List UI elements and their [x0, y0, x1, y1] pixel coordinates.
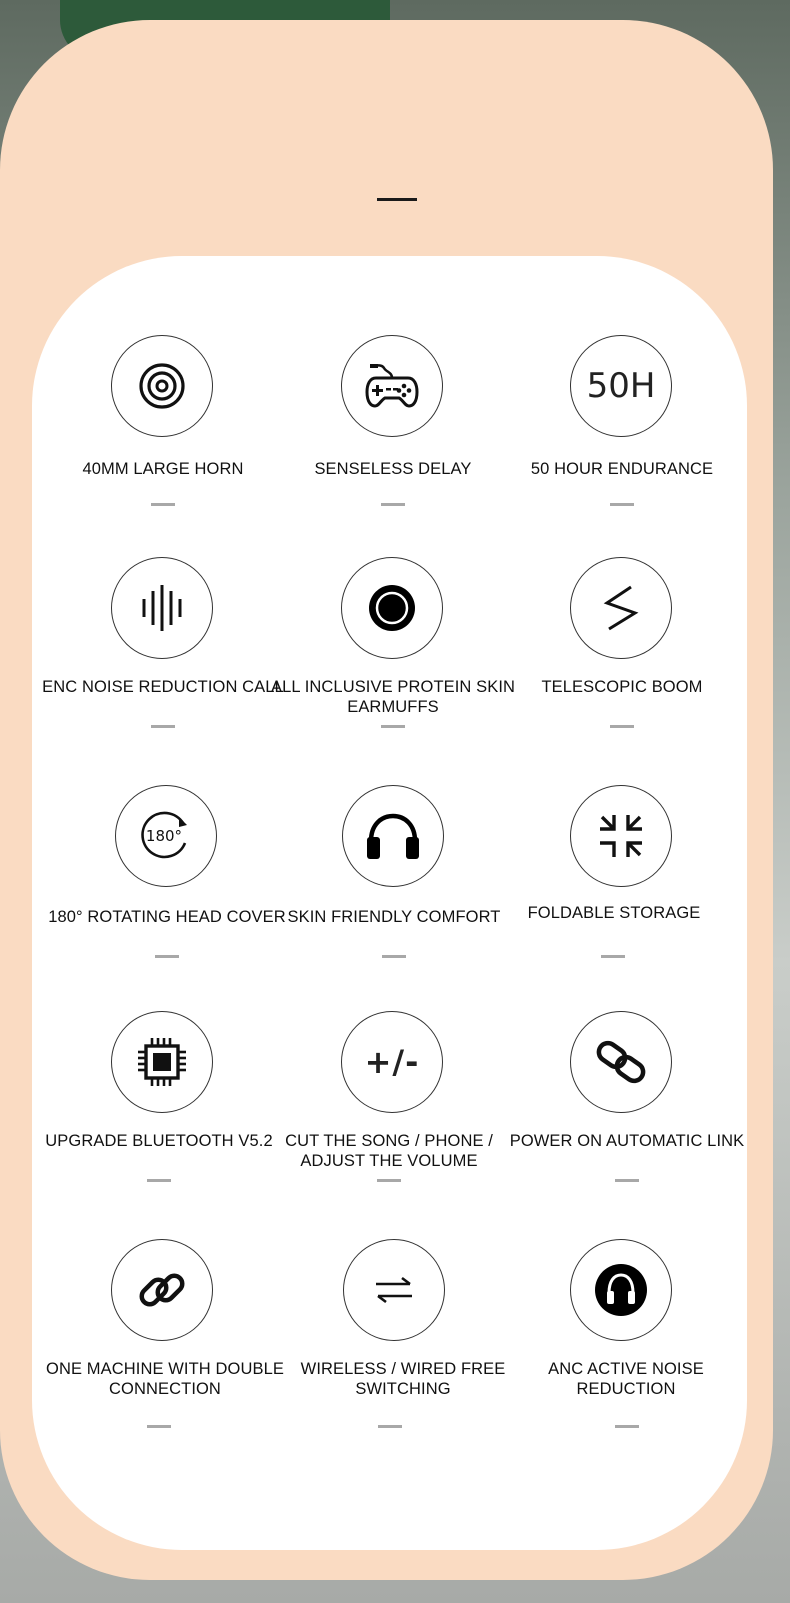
feature-label: ONE MACHINE WITH DOUBLE CONNECTION	[46, 1360, 284, 1398]
feature-divider	[155, 955, 179, 958]
earmuff-icon	[341, 557, 443, 659]
fifty-hour-icon: 50H	[570, 335, 672, 437]
feature-label: TELESCOPIC BOOM	[541, 678, 703, 696]
target-icon	[111, 335, 213, 437]
feature-divider	[610, 725, 634, 728]
feature-divider	[615, 1425, 639, 1428]
headphones-icon	[342, 785, 444, 887]
feature-label: ANC ACTIVE NOISE REDUCTION	[548, 1360, 704, 1398]
plus-minus-icon: +/-	[341, 1011, 443, 1113]
feature-label: ALL INCLUSIVE PROTEIN SKIN EARMUFFS	[270, 678, 516, 716]
feature-divider	[615, 1179, 639, 1182]
feature-divider	[151, 503, 175, 506]
feature-divider	[382, 955, 406, 958]
feature-divider	[147, 1425, 171, 1428]
feature-label: POWER ON AUTOMATIC LINK	[509, 1132, 745, 1150]
feature-divider	[381, 503, 405, 506]
feature-label: SKIN FRIENDLY COMFORT	[287, 908, 501, 926]
svg-text:180°: 180°	[145, 827, 183, 845]
rotate-180-icon	[115, 785, 217, 887]
feature-divider	[151, 725, 175, 728]
feature-label: CUT THE SONG / PHONE / ADJUST THE VOLUME	[285, 1132, 493, 1170]
feature-label: SENSELESS DELAY	[314, 460, 472, 478]
chip-icon	[111, 1011, 213, 1113]
feature-divider	[610, 503, 634, 506]
link-rings-icon	[570, 1011, 672, 1113]
feature-divider	[381, 725, 405, 728]
feature-label: 40MM LARGE HORN	[82, 460, 244, 478]
feature-divider	[378, 1425, 402, 1428]
feature-divider	[147, 1179, 171, 1182]
feature-label: 50 HOUR ENDURANCE	[530, 460, 714, 478]
feature-label: ENC NOISE REDUCTION CALL	[42, 678, 284, 696]
zigzag-icon	[570, 557, 672, 659]
switch-arrows-icon	[343, 1239, 445, 1341]
feature-divider	[377, 1179, 401, 1182]
feature-label: WIRELESS / WIRED FREE SWITCHING	[300, 1360, 506, 1398]
sound-wave-icon	[111, 557, 213, 659]
feature-divider	[601, 955, 625, 958]
gamepad-icon	[341, 335, 443, 437]
anc-headset-icon	[570, 1239, 672, 1341]
feature-label: 180° ROTATING HEAD COVER	[48, 908, 286, 926]
shrink-arrows-icon	[570, 785, 672, 887]
feature-label: FOLDABLE STORAGE	[527, 904, 701, 922]
feature-label: UPGRADE BLUETOOTH V5.2	[45, 1132, 273, 1150]
top-dash-divider	[377, 198, 417, 201]
chain-link-icon	[111, 1239, 213, 1341]
